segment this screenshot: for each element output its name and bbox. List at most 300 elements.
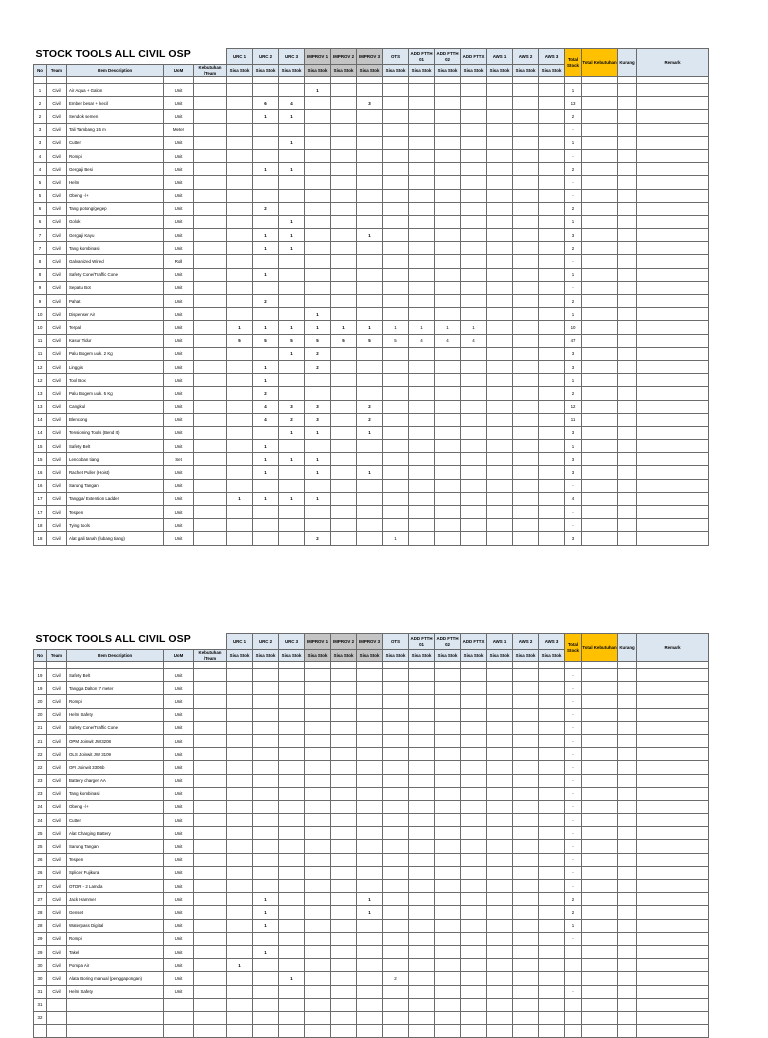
row-sisa-stok: 1 <box>279 215 305 228</box>
row-sisa-stok <box>435 189 461 202</box>
row-sisa-stok <box>383 163 409 176</box>
row-sisa-stok <box>383 945 409 958</box>
row-total-stock: 3 <box>565 532 582 545</box>
row-kebutuhan <box>194 774 227 787</box>
row-sisa-stok <box>539 669 565 682</box>
row-item: Pompa Air <box>67 959 164 972</box>
row-sisa-stok <box>383 453 409 466</box>
row-no: 17 <box>34 492 47 505</box>
row-total-stock: - <box>565 748 582 761</box>
row-sisa-stok <box>409 1025 435 1038</box>
row-item: Waterpass Digital <box>67 919 164 932</box>
location-header: AWS 3 <box>539 634 565 650</box>
row-sisa-stok <box>513 519 539 532</box>
row-sisa-stok <box>409 347 435 360</box>
row-kebutuhan <box>194 176 227 189</box>
row-sisa-stok <box>383 149 409 162</box>
row-sisa-stok <box>487 453 513 466</box>
row-sisa-stok <box>539 347 565 360</box>
row-total-stock: - <box>565 519 582 532</box>
row-sisa-stok <box>435 893 461 906</box>
spacer-cell <box>487 662 513 669</box>
row-sisa-stok: 3 <box>305 413 331 426</box>
sisa-stok-header: Sisa Stok <box>383 65 409 77</box>
table-row <box>34 400 709 413</box>
row-sisa-stok <box>461 413 487 426</box>
row-sisa-stok <box>435 853 461 866</box>
row-sisa-stok: 1 <box>253 374 279 387</box>
sisa-stok-header: Sisa Stok <box>461 65 487 77</box>
row-sisa-stok <box>409 761 435 774</box>
row-total-kebutuhan <box>582 189 618 202</box>
row-item: Palu Bogem uuk. 5 Kg <box>67 387 164 400</box>
row-sisa-stok: 1 <box>357 426 383 439</box>
row-sisa-stok <box>331 189 357 202</box>
row-uom: Unit <box>164 945 194 958</box>
row-sisa-stok <box>357 374 383 387</box>
row-team: Civil <box>47 853 67 866</box>
row-sisa-stok <box>357 189 383 202</box>
table-row <box>34 972 709 985</box>
row-remark <box>637 998 709 1011</box>
row-uom: Unit <box>164 374 194 387</box>
row-sisa-stok <box>539 1025 565 1038</box>
row-sisa-stok <box>383 215 409 228</box>
row-kurang <box>618 880 637 893</box>
row-uom: Unit <box>164 321 194 334</box>
row-sisa-stok: 1 <box>279 321 305 334</box>
row-remark <box>637 985 709 998</box>
row-sisa-stok <box>539 695 565 708</box>
row-uom: Unit <box>164 400 194 413</box>
total-stock-header: Total Stock <box>565 634 582 662</box>
row-item: Gergaji Kayu <box>67 229 164 242</box>
row-sisa-stok <box>227 136 253 149</box>
row-sisa-stok <box>253 787 279 800</box>
row-sisa-stok <box>383 787 409 800</box>
row-total-kebutuhan <box>582 136 618 149</box>
sisa-stok-header: Sisa Stok <box>227 65 253 77</box>
row-sisa-stok <box>487 229 513 242</box>
row-total-kebutuhan <box>582 827 618 840</box>
row-sisa-stok <box>513 708 539 721</box>
row-team: Civil <box>47 906 67 919</box>
row-sisa-stok <box>253 695 279 708</box>
row-kurang <box>618 97 637 110</box>
row-sisa-stok <box>513 800 539 813</box>
spacer-cell <box>357 77 383 84</box>
row-kebutuhan <box>194 893 227 906</box>
row-sisa-stok <box>487 84 513 97</box>
row-kurang <box>618 374 637 387</box>
row-team: Civil <box>47 295 67 308</box>
table-row <box>34 321 709 334</box>
row-sisa-stok <box>383 229 409 242</box>
row-remark <box>637 426 709 439</box>
row-sisa-stok <box>461 136 487 149</box>
row-sisa-stok <box>461 506 487 519</box>
row-kebutuhan <box>194 519 227 532</box>
location-header: OTS <box>383 49 409 65</box>
row-sisa-stok <box>513 748 539 761</box>
row-sisa-stok <box>383 721 409 734</box>
row-sisa-stok <box>357 123 383 136</box>
row-uom: Unit <box>164 761 194 774</box>
location-header: IMPROV 3 <box>357 634 383 650</box>
spacer-cell <box>435 77 461 84</box>
row-sisa-stok <box>539 176 565 189</box>
row-sisa-stok: 4 <box>435 334 461 347</box>
row-no: 22 <box>34 748 47 761</box>
location-header: IMPROV 1 <box>305 49 331 65</box>
table-row <box>34 840 709 853</box>
row-item: Safety Cone/Traffic Cone <box>67 721 164 734</box>
row-total-kebutuhan <box>582 492 618 505</box>
row-kurang <box>618 426 637 439</box>
row-sisa-stok: 6 <box>253 97 279 110</box>
row-remark <box>637 827 709 840</box>
row-sisa-stok <box>461 360 487 373</box>
row-no: 3 <box>34 123 47 136</box>
row-sisa-stok <box>357 761 383 774</box>
row-kebutuhan <box>194 998 227 1011</box>
row-team: Civil <box>47 866 67 879</box>
row-sisa-stok <box>487 761 513 774</box>
row-kebutuhan <box>194 413 227 426</box>
row-sisa-stok <box>539 972 565 985</box>
row-sisa-stok <box>487 840 513 853</box>
row-sisa-stok <box>357 774 383 787</box>
row-uom: Unit <box>164 506 194 519</box>
row-sisa-stok <box>461 268 487 281</box>
row-sisa-stok <box>279 774 305 787</box>
row-sisa-stok <box>383 506 409 519</box>
row-sisa-stok <box>227 734 253 747</box>
row-item: Safety Cone/Traffic Cone <box>67 268 164 281</box>
row-total-stock: - <box>565 189 582 202</box>
row-total-stock: - <box>565 774 582 787</box>
row-sisa-stok <box>487 519 513 532</box>
row-team: Civil <box>47 268 67 281</box>
row-kurang <box>618 479 637 492</box>
row-sisa-stok <box>487 97 513 110</box>
spacer-cell <box>539 77 565 84</box>
row-team: Civil <box>47 840 67 853</box>
row-kebutuhan <box>194 800 227 813</box>
spacer-cell <box>164 662 194 669</box>
row-sisa-stok <box>461 774 487 787</box>
row-sisa-stok <box>305 800 331 813</box>
row-total-stock: 2 <box>565 242 582 255</box>
row-kebutuhan <box>194 123 227 136</box>
row-sisa-stok <box>331 1011 357 1024</box>
row-total-kebutuhan <box>582 110 618 123</box>
row-uom <box>164 998 194 1011</box>
sisa-stok-header: Sisa Stok <box>305 650 331 662</box>
row-sisa-stok <box>253 176 279 189</box>
row-sisa-stok <box>435 479 461 492</box>
row-team: Civil <box>47 176 67 189</box>
row-sisa-stok <box>227 932 253 945</box>
row-kurang <box>618 748 637 761</box>
row-sisa-stok <box>409 695 435 708</box>
row-item: Obeng -/+ <box>67 800 164 813</box>
table-row <box>34 734 709 747</box>
row-sisa-stok <box>409 893 435 906</box>
location-header: URC 2 <box>253 49 279 65</box>
row-sisa-stok <box>461 400 487 413</box>
row-total-kebutuhan <box>582 453 618 466</box>
row-sisa-stok <box>513 400 539 413</box>
sisa-stok-header: Sisa Stok <box>513 65 539 77</box>
row-sisa-stok <box>227 229 253 242</box>
row-sisa-stok <box>461 308 487 321</box>
row-no: 4 <box>34 149 47 162</box>
row-sisa-stok <box>227 84 253 97</box>
row-sisa-stok <box>487 189 513 202</box>
row-sisa-stok <box>331 959 357 972</box>
row-sisa-stok <box>513 932 539 945</box>
row-sisa-stok <box>435 959 461 972</box>
row-item: Pahat <box>67 295 164 308</box>
row-sisa-stok <box>383 519 409 532</box>
row-sisa-stok <box>487 149 513 162</box>
row-sisa-stok <box>253 972 279 985</box>
row-total-stock <box>565 972 582 985</box>
row-sisa-stok <box>513 669 539 682</box>
row-uom: Unit <box>164 866 194 879</box>
row-no: 9 <box>34 295 47 308</box>
row-uom: Unit <box>164 814 194 827</box>
row-sisa-stok <box>487 866 513 879</box>
row-sisa-stok: 1 <box>279 110 305 123</box>
row-item: Tang kombinasi <box>67 242 164 255</box>
row-kebutuhan <box>194 827 227 840</box>
row-no: 6 <box>34 215 47 228</box>
row-remark <box>637 149 709 162</box>
row-sisa-stok <box>357 110 383 123</box>
row-no: 8 <box>34 255 47 268</box>
row-uom: Unit <box>164 176 194 189</box>
row-kurang <box>618 110 637 123</box>
row-sisa-stok <box>227 440 253 453</box>
spacer-cell <box>435 662 461 669</box>
row-sisa-stok <box>279 959 305 972</box>
row-sisa-stok <box>383 413 409 426</box>
row-sisa-stok: 1 <box>305 426 331 439</box>
row-item: Alat gali tanah (lubang tiang) <box>67 532 164 545</box>
row-sisa-stok <box>435 840 461 853</box>
row-sisa-stok <box>539 774 565 787</box>
row-total-stock: 10 <box>565 321 582 334</box>
row-sisa-stok <box>409 440 435 453</box>
row-sisa-stok: 2 <box>383 972 409 985</box>
spacer-cell <box>487 77 513 84</box>
row-sisa-stok <box>539 255 565 268</box>
row-kurang <box>618 695 637 708</box>
table-row <box>34 281 709 294</box>
row-kurang <box>618 906 637 919</box>
row-total-stock: - <box>565 932 582 945</box>
row-sisa-stok <box>435 255 461 268</box>
row-sisa-stok <box>461 695 487 708</box>
row-total-kebutuhan <box>582 800 618 813</box>
row-sisa-stok <box>331 866 357 879</box>
row-total-stock: 1 <box>565 308 582 321</box>
row-remark <box>637 840 709 853</box>
row-total-stock: 4 <box>565 492 582 505</box>
row-sisa-stok <box>539 959 565 972</box>
row-team: Civil <box>47 466 67 479</box>
row-sisa-stok <box>513 774 539 787</box>
row-remark <box>637 321 709 334</box>
row-sisa-stok <box>279 998 305 1011</box>
row-kebutuhan <box>194 189 227 202</box>
row-sisa-stok <box>513 229 539 242</box>
row-sisa-stok <box>227 972 253 985</box>
row-no: 30 <box>34 959 47 972</box>
row-sisa-stok <box>331 840 357 853</box>
row-sisa-stok <box>409 295 435 308</box>
row-sisa-stok <box>279 519 305 532</box>
row-sisa-stok <box>305 110 331 123</box>
row-sisa-stok <box>305 985 331 998</box>
row-item: Safety Belt <box>67 669 164 682</box>
row-sisa-stok <box>487 308 513 321</box>
row-sisa-stok <box>461 479 487 492</box>
row-sisa-stok <box>383 400 409 413</box>
row-total-stock: - <box>565 985 582 998</box>
table-row <box>34 268 709 281</box>
row-kebutuhan <box>194 669 227 682</box>
row-sisa-stok <box>331 708 357 721</box>
row-sisa-stok <box>539 268 565 281</box>
row-sisa-stok <box>487 400 513 413</box>
row-sisa-stok <box>513 202 539 215</box>
row-total-stock: 1 <box>565 84 582 97</box>
spacer-cell <box>305 77 331 84</box>
row-sisa-stok <box>383 708 409 721</box>
row-sisa-stok <box>461 426 487 439</box>
row-team: Civil <box>47 413 67 426</box>
row-team: Civil <box>47 748 67 761</box>
row-sisa-stok <box>383 880 409 893</box>
row-sisa-stok <box>409 669 435 682</box>
row-item: Kasur Tidur <box>67 334 164 347</box>
row-sisa-stok <box>305 281 331 294</box>
row-team: Civil <box>47 682 67 695</box>
row-sisa-stok <box>539 281 565 294</box>
row-sisa-stok <box>409 814 435 827</box>
row-item: Alat Charging Battery <box>67 827 164 840</box>
location-header: ADD FTTX <box>461 634 487 650</box>
row-total-kebutuhan <box>582 721 618 734</box>
row-sisa-stok <box>331 400 357 413</box>
row-sisa-stok <box>409 1011 435 1024</box>
sisa-stok-header: Sisa Stok <box>539 650 565 662</box>
row-uom: Unit <box>164 281 194 294</box>
row-total-stock: 3 <box>565 347 582 360</box>
location-header: ADD FTTH 02 <box>435 49 461 65</box>
row-total-kebutuhan <box>582 1025 618 1038</box>
spacer-cell <box>513 77 539 84</box>
row-sisa-stok <box>487 334 513 347</box>
row-sisa-stok <box>435 906 461 919</box>
row-sisa-stok: 1 <box>253 893 279 906</box>
row-sisa-stok <box>227 163 253 176</box>
row-total-kebutuhan <box>582 532 618 545</box>
row-kurang <box>618 945 637 958</box>
row-sisa-stok <box>513 149 539 162</box>
row-sisa-stok <box>253 1011 279 1024</box>
row-total-stock: 3 <box>565 229 582 242</box>
row-sisa-stok <box>409 360 435 373</box>
row-no: 7 <box>34 229 47 242</box>
row-team: Civil <box>47 708 67 721</box>
table-row <box>34 721 709 734</box>
row-uom: Unit <box>164 919 194 932</box>
row-sisa-stok <box>435 229 461 242</box>
row-sisa-stok <box>435 387 461 400</box>
row-sisa-stok <box>409 853 435 866</box>
row-uom: Unit <box>164 519 194 532</box>
row-sisa-stok <box>487 945 513 958</box>
row-kurang <box>618 281 637 294</box>
row-sisa-stok <box>253 479 279 492</box>
row-sisa-stok <box>461 295 487 308</box>
row-sisa-stok <box>305 136 331 149</box>
row-sisa-stok <box>487 669 513 682</box>
row-sisa-stok <box>227 202 253 215</box>
row-item: Sepatu Bot <box>67 281 164 294</box>
stock-table <box>33 48 709 546</box>
row-sisa-stok <box>513 919 539 932</box>
row-sisa-stok <box>461 866 487 879</box>
row-sisa-stok <box>513 492 539 505</box>
row-remark <box>637 682 709 695</box>
row-sisa-stok <box>357 866 383 879</box>
row-sisa-stok: 1 <box>253 360 279 373</box>
row-uom: Unit <box>164 532 194 545</box>
row-item: Rachet Puller (Hoist) <box>67 466 164 479</box>
row-kebutuhan <box>194 840 227 853</box>
table-row <box>34 893 709 906</box>
row-sisa-stok <box>305 268 331 281</box>
table-row <box>34 453 709 466</box>
spacer-cell <box>539 662 565 669</box>
row-sisa-stok <box>461 748 487 761</box>
row-item: Genset <box>67 906 164 919</box>
kurang-header: Kurang <box>618 49 637 77</box>
row-sisa-stok <box>513 347 539 360</box>
table-row <box>34 308 709 321</box>
row-sisa-stok <box>461 708 487 721</box>
row-sisa-stok <box>305 295 331 308</box>
row-sisa-stok <box>227 110 253 123</box>
row-sisa-stok <box>461 1025 487 1038</box>
row-kebutuhan <box>194 426 227 439</box>
row-item: Obeng -/+ <box>67 189 164 202</box>
row-kurang <box>618 189 637 202</box>
row-sisa-stok <box>435 360 461 373</box>
row-sisa-stok <box>305 479 331 492</box>
row-team: Civil <box>47 787 67 800</box>
row-remark <box>637 695 709 708</box>
row-sisa-stok <box>435 827 461 840</box>
row-sisa-stok <box>513 906 539 919</box>
row-sisa-stok <box>279 985 305 998</box>
row-remark <box>637 334 709 347</box>
